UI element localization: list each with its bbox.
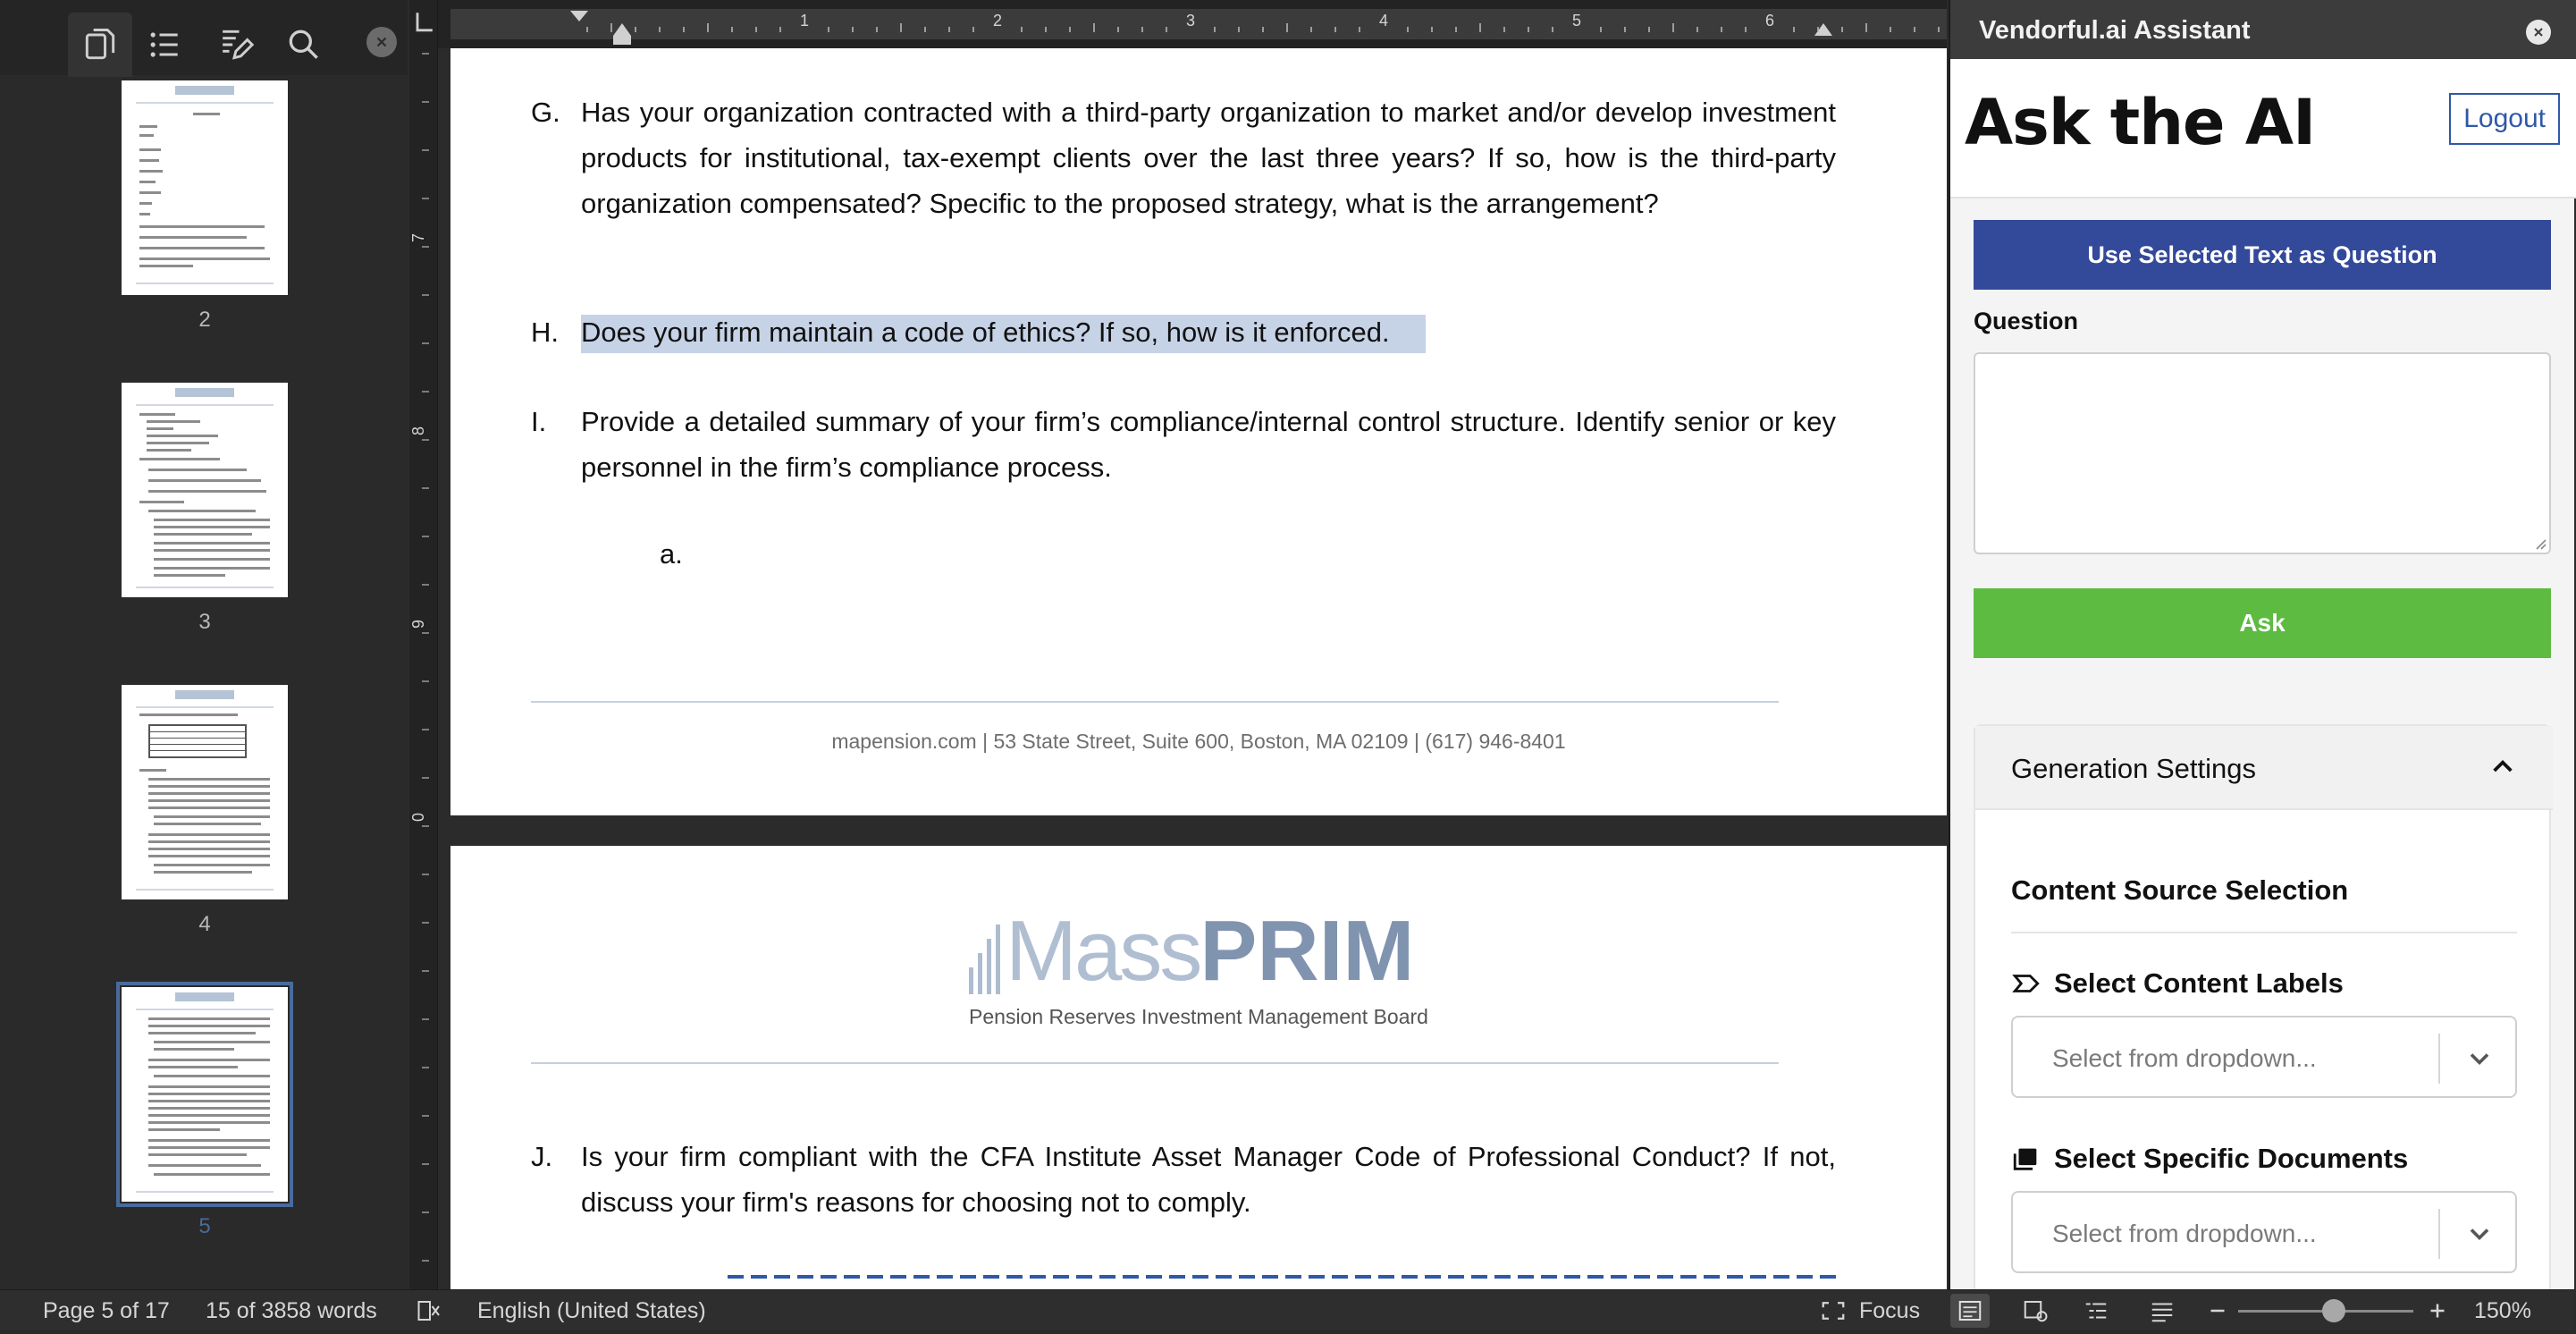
chevron-up-icon[interactable] [2488, 753, 2517, 781]
generation-settings-panel [1974, 724, 2551, 1296]
page-thumbnail[interactable] [122, 80, 288, 295]
draft-view-icon[interactable] [2149, 1299, 2176, 1322]
page-footer: mapension.com | 53 State Street, Suite 600, Boston, MA 02109 | (617) 946-8401 [831, 730, 1566, 753]
selected-text[interactable]: Does your firm maintain a code of ethics? If so, how is it enforced. [581, 315, 1426, 353]
footer-divider [531, 701, 1779, 703]
ruler-number: 2 [992, 12, 1003, 30]
horizontal-ruler[interactable] [438, 0, 1947, 48]
ruler-number: 3 [1185, 12, 1196, 30]
chevron-down-icon[interactable] [2463, 1218, 2496, 1250]
specific-documents-label-text: Select Specific Documents [2054, 1143, 2409, 1174]
ruler-number: 7 [409, 232, 427, 243]
close-pane-button[interactable] [366, 27, 397, 57]
specific-documents-placeholder: Select from dropdown... [2052, 1220, 2317, 1247]
thumbnail-logo [175, 388, 234, 397]
list-icon [145, 25, 184, 64]
page-thumbnail[interactable] [122, 383, 288, 597]
focus-icon[interactable] [1820, 1299, 1847, 1322]
page-count[interactable]: Page 5 of 17 [43, 1298, 170, 1323]
question-label: J. [531, 1141, 553, 1172]
content-labels-field-label [2011, 967, 2344, 1000]
documents-icon [2011, 1144, 2041, 1174]
ruler-number: 8 [409, 426, 427, 436]
document-page[interactable] [450, 846, 1947, 1311]
horizontal-ruler-ticks [438, 0, 1947, 48]
vertical-ruler[interactable] [409, 0, 438, 1289]
outline-view-icon[interactable] [2083, 1299, 2109, 1322]
page-number: 3 [198, 610, 211, 634]
page-thumbnail-selected[interactable] [122, 987, 288, 1202]
close-assistant-button[interactable] [2526, 20, 2551, 45]
word-count[interactable]: 15 of 3858 words [206, 1298, 377, 1323]
question-field-label: Question [1974, 308, 2079, 334]
thumbnail-logo [175, 690, 234, 699]
assistant-titlebar [1950, 0, 2576, 59]
close-icon [2531, 25, 2546, 39]
question-label: H. [531, 317, 559, 348]
logo-bars-icon [969, 923, 1000, 994]
page-number: 4 [198, 912, 211, 936]
label-tag-icon [2011, 968, 2041, 999]
zoom-slider-thumb[interactable] [2322, 1299, 2345, 1322]
logo-text-bold: PRIM [1200, 903, 1415, 999]
thumbnail-logo [175, 86, 234, 95]
ruler-number: 1 [799, 12, 810, 30]
generation-settings-header[interactable] [1975, 726, 2553, 810]
resize-handle-icon[interactable] [2531, 535, 2547, 551]
focus-mode-button[interactable]: Focus [1859, 1298, 1921, 1323]
content-source-heading: Content Source Selection [2011, 874, 2349, 906]
ask-button[interactable]: Ask [1974, 588, 2551, 658]
navigation-tabs [0, 0, 408, 75]
edit-document-icon [215, 25, 254, 64]
ruler-number: 0 [409, 812, 427, 823]
use-selected-text-button[interactable]: Use Selected Text as Question [1974, 220, 2551, 290]
assistant-window-title: Vendorful.ai Assistant [1979, 16, 2251, 45]
thumbnails-tab[interactable] [68, 13, 132, 77]
logo-subtitle: Pension Reserves Investment Management Board [969, 1005, 1428, 1028]
status-bar [0, 1289, 2574, 1330]
hyperlink-partial[interactable] [728, 1266, 1836, 1284]
ruler-number: 9 [409, 619, 427, 629]
specific-documents-field-label [2011, 1143, 2408, 1175]
pages-icon [80, 25, 120, 64]
header-divider [531, 1062, 1779, 1064]
search-tab[interactable] [272, 13, 336, 77]
web-layout-icon[interactable] [2022, 1299, 2049, 1322]
assistant-header [1950, 59, 2576, 198]
document-page[interactable] [450, 48, 1947, 815]
page-number-current: 5 [198, 1214, 211, 1238]
ruler-number: 4 [1378, 12, 1389, 30]
page-title: Ask the AI [1965, 86, 2316, 159]
proofing-icon[interactable] [417, 1299, 443, 1322]
print-layout-icon [1957, 1299, 1983, 1322]
sub-item-label: a. [660, 538, 683, 570]
generation-settings-title: Generation Settings [2011, 753, 2257, 784]
language-indicator[interactable]: English (United States) [477, 1298, 706, 1323]
thumbnail-table [148, 724, 247, 758]
question-text[interactable]: Is your firm compliant with the CFA Institute Asset Manager Code of Professional Conduct? If not, discuss your firm's reasons for choosing not to comply. [581, 1141, 1836, 1218]
tab-stop-icon [411, 9, 436, 34]
tab-stop-selector[interactable] [411, 9, 436, 34]
question-label: I. [531, 406, 547, 437]
specific-documents-select[interactable] [2011, 1191, 2517, 1273]
section-divider [2011, 932, 2517, 933]
thumbnail-logo [175, 992, 234, 1001]
question-text[interactable]: Has your organization contracted with a third-party organization to market and/or develop investment products for institutional, tax-exempt clients over the last three years? If so, how is the third-party organization compensated? Specific to the proposed strategy, what is the arrangement? [581, 97, 1836, 219]
content-labels-label-text: Select Content Labels [2054, 967, 2344, 999]
logo-text-light: Mass [1006, 903, 1200, 999]
content-labels-select[interactable] [2011, 1016, 2517, 1098]
changes-tab[interactable] [202, 13, 266, 77]
zoom-level[interactable]: 150% [2474, 1298, 2531, 1323]
navigation-pane [0, 0, 408, 1289]
zoom-in-icon[interactable] [2424, 1299, 2451, 1322]
print-layout-button[interactable] [1950, 1294, 1990, 1328]
vertical-ruler-ticks [409, 0, 438, 1289]
page-number: 2 [198, 308, 211, 332]
document-canvas[interactable] [438, 48, 1947, 1289]
assistant-panel [1949, 0, 2574, 1289]
masspri-logo [969, 903, 1415, 999]
zoom-out-icon[interactable] [2204, 1299, 2231, 1322]
logout-button[interactable]: Logout [2449, 93, 2560, 145]
chevron-down-icon[interactable] [2463, 1043, 2496, 1075]
ruler-number: 5 [1571, 12, 1582, 30]
ruler-number: 6 [1764, 12, 1775, 30]
question-input[interactable] [1974, 352, 2551, 554]
question-text[interactable]: Provide a detailed summary of your firm’s compliance/internal control structure. Identify senior or key personnel in the firm’s compliance process. [581, 406, 1836, 483]
close-icon [374, 34, 390, 50]
question-label: G. [531, 97, 560, 128]
search-icon [284, 25, 324, 64]
page-thumbnail[interactable] [122, 685, 288, 899]
outline-tab[interactable] [132, 13, 197, 77]
content-labels-placeholder: Select from dropdown... [2052, 1044, 2317, 1072]
